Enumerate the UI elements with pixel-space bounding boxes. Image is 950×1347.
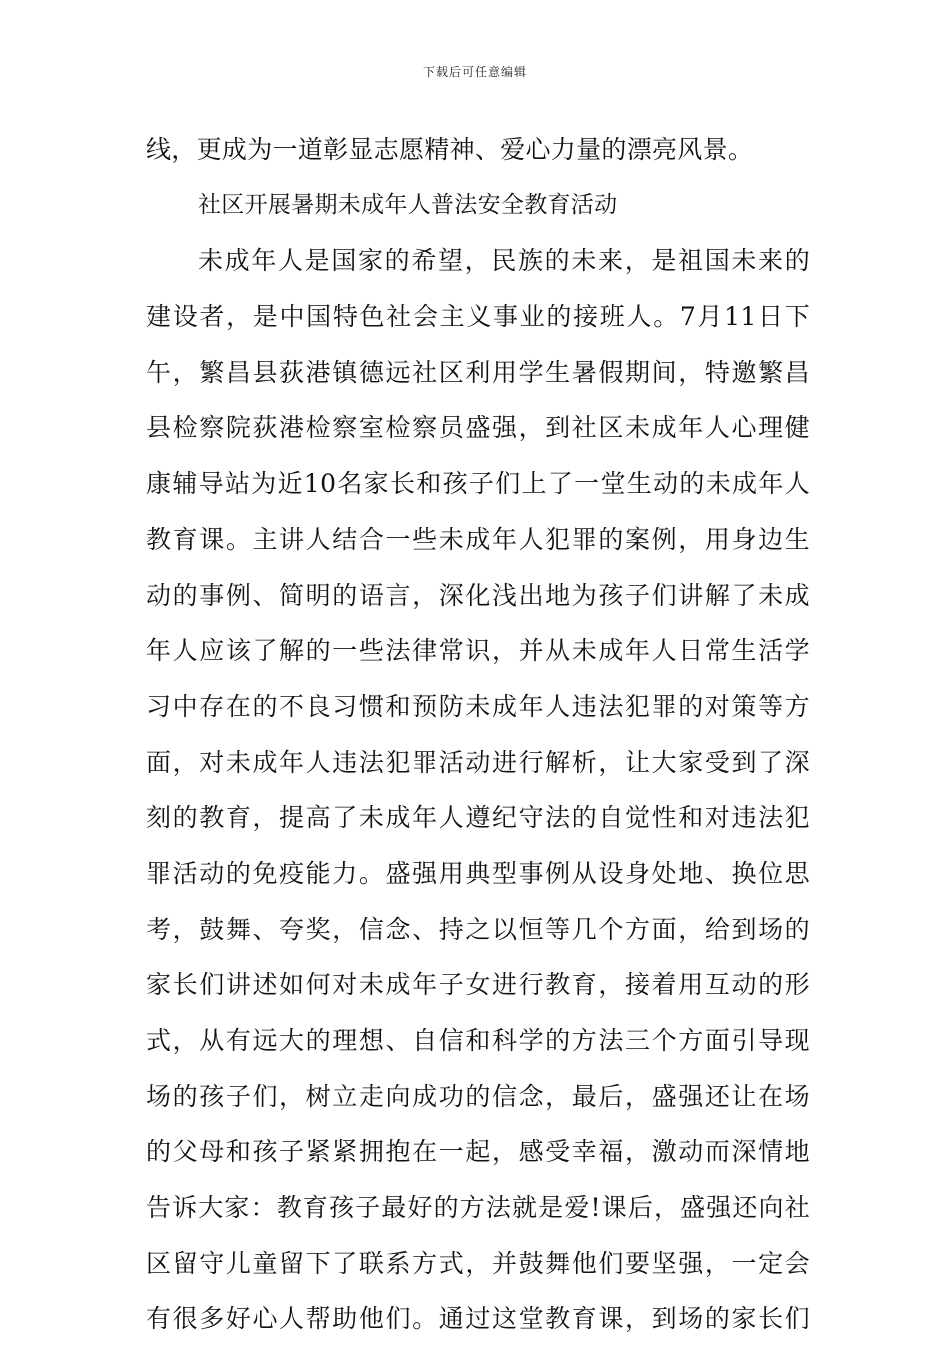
paragraph-line: 告诉大家：教育孩子最好的方法就是爱!课后，盛强还向社 [146, 1193, 810, 1223]
paragraph-line: 罪活动的免疫能力。盛强用典型事例从设身处地、换位思 [146, 858, 810, 888]
paragraph-line: 习中存在的不良习惯和预防未成年人违法犯罪的对策等方 [146, 691, 810, 721]
paragraph-line: 康辅导站为近10名家长和孩子们上了一堂生动的未成年人 [146, 469, 810, 499]
paragraph-line: 区留守儿童留下了联系方式，并鼓舞他们要坚强，一定会 [146, 1248, 810, 1278]
paragraph-line: 式，从有远大的理想、自信和科学的方法三个方面引导现 [146, 1026, 810, 1055]
paragraph-line: 年人应该了解的一些法律常识，并从未成年人日常生活学 [146, 636, 810, 666]
page-header-note: 下载后可任意编辑 [422, 65, 527, 79]
paragraph-line: 未成年人是国家的希望，民族的未来，是祖国未来的 [198, 246, 810, 276]
document-body [146, 122, 810, 1347]
paragraph-line: 县检察院荻港检察室检察员盛强，到社区未成年人心理健 [146, 413, 810, 443]
section-heading: 社区开展暑期未成年人普法安全教育活动 [198, 191, 618, 218]
paragraph-line: 教育课。主讲人结合一些未成年人犯罪的案例，用身边生 [146, 524, 810, 554]
paragraph-line: 刻的教育，提高了未成年人遵纪守法的自觉性和对违法犯 [146, 803, 810, 833]
paragraph-line: 场的孩子们，树立走向成功的信念，最后，盛强还让在场 [146, 1081, 810, 1111]
paragraph-line: 家长们讲述如何对未成年子女进行教育，接着用互动的形 [146, 970, 810, 1000]
paragraph-line: 午，繁昌县荻港镇德远社区利用学生暑假期间，特邀繁昌 [146, 357, 810, 387]
paragraph-line: 建设者，是中国特色社会主义事业的接班人。7月11日下 [146, 302, 810, 332]
paragraph-line: 线，更成为一道彰显志愿精神、爱心力量的漂亮风景。 [146, 135, 754, 164]
paragraph-line: 面，对未成年人违法犯罪活动进行解析，让大家受到了深 [146, 747, 810, 777]
paragraph-line: 考，鼓舞、夸奖，信念、持之以恒等几个方面，给到场的 [146, 914, 810, 944]
paragraph-line: 的父母和孩子紧紧拥抱在一起，感受幸福，激动而深情地 [146, 1137, 810, 1167]
paragraph-line: 动的事例、简明的语言，深化浅出地为孩子们讲解了未成 [146, 580, 810, 610]
paragraph-line: 有很多好心人帮助他们。通过这堂教育课，到场的家长们 [146, 1304, 810, 1334]
